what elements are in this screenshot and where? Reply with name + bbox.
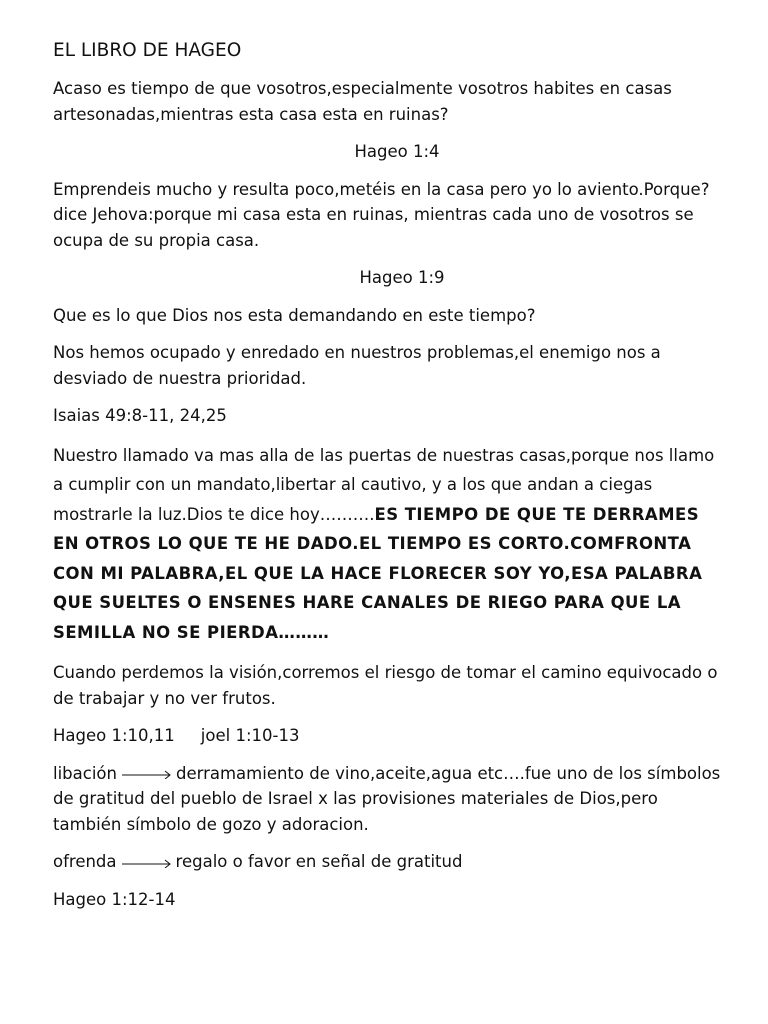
paragraph-5-text: Nuestro llamado va mas alla de las puertas de nuestras casas,porque nos llamo a cumplir con un mandato,libertar al cautivo, y a los que andan a ciegas mostrarle la luz.Dios te dice hoy………. xyxy=(53,445,715,524)
definition-text-ofrenda: regalo o favor en señal de gratitud xyxy=(175,852,463,871)
arrow-right-icon xyxy=(121,858,173,868)
document-page xyxy=(53,38,721,924)
definition-term-libacion: libación xyxy=(53,763,117,783)
definition-libacion xyxy=(53,761,721,838)
reference-joel: joel 1:10-13 xyxy=(200,726,300,745)
reference-hageo-1-9: Hageo 1:9 xyxy=(359,268,445,287)
arrow-right-icon xyxy=(121,769,173,779)
reference-hageo-1-4: Hageo 1:4 xyxy=(354,142,440,161)
paragraph-5 xyxy=(53,441,721,648)
reference-hageo-1-10: Hageo 1:10,11 xyxy=(53,726,175,745)
reference-hageo-1-12: Hageo 1:12-14 xyxy=(53,889,176,909)
reference-hageo-joel xyxy=(53,723,721,749)
paragraph-1: Acaso es tiempo de que vosotros,especialmente vosotros habites en casas artesonadas,mientras esta casa esta en ruinas? xyxy=(53,79,672,124)
paragraph-2: Emprendeis mucho y resulta poco,metéis en la casa pero yo lo aviento.Porque? dice Jehova:porque mi casa esta en ruinas, mientras cada uno de vosotros se ocupa de su propia casa. xyxy=(53,179,710,250)
paragraph-4: Nos hemos ocupado y enredado en nuestros problemas,el enemigo nos a desviado de nuestra prioridad. xyxy=(53,343,661,388)
document-title: EL LIBRO DE HAGEO xyxy=(53,40,242,61)
reference-isaias: Isaias 49:8-11, 24,25 xyxy=(53,406,227,425)
definition-text-libacion: derramamiento de vino,aceite,agua etc….fue uno de los símbolos de gratitud del pueblo de Israel x las provisiones materiales de Dios,pero también símbolo de gozo y adoracion. xyxy=(53,763,721,834)
definition-term-ofrenda: ofrenda xyxy=(53,852,117,871)
paragraph-6: Cuando perdemos la visión,corremos el riesgo de tomar el camino equivocado o de trabajar y no ver frutos. xyxy=(53,663,718,708)
paragraph-3: Que es lo que Dios nos esta demandando en este tiempo? xyxy=(53,305,536,325)
definition-ofrenda xyxy=(53,849,721,875)
paragraph-5-emphasis: ES TIEMPO DE QUE TE DERRAMES EN OTROS LO QUE TE HE DADO.EL TIEMPO ES CORTO.COMFRONTA CON MI PALABRA,EL QUE LA HACE FLORECER SOY YO,ESA PALABRA QUE SUELTES O ENSENES HARE CANALES DE RIEGO PARA QUE LA SEMILLA NO SE PIERDA……… xyxy=(53,504,703,642)
